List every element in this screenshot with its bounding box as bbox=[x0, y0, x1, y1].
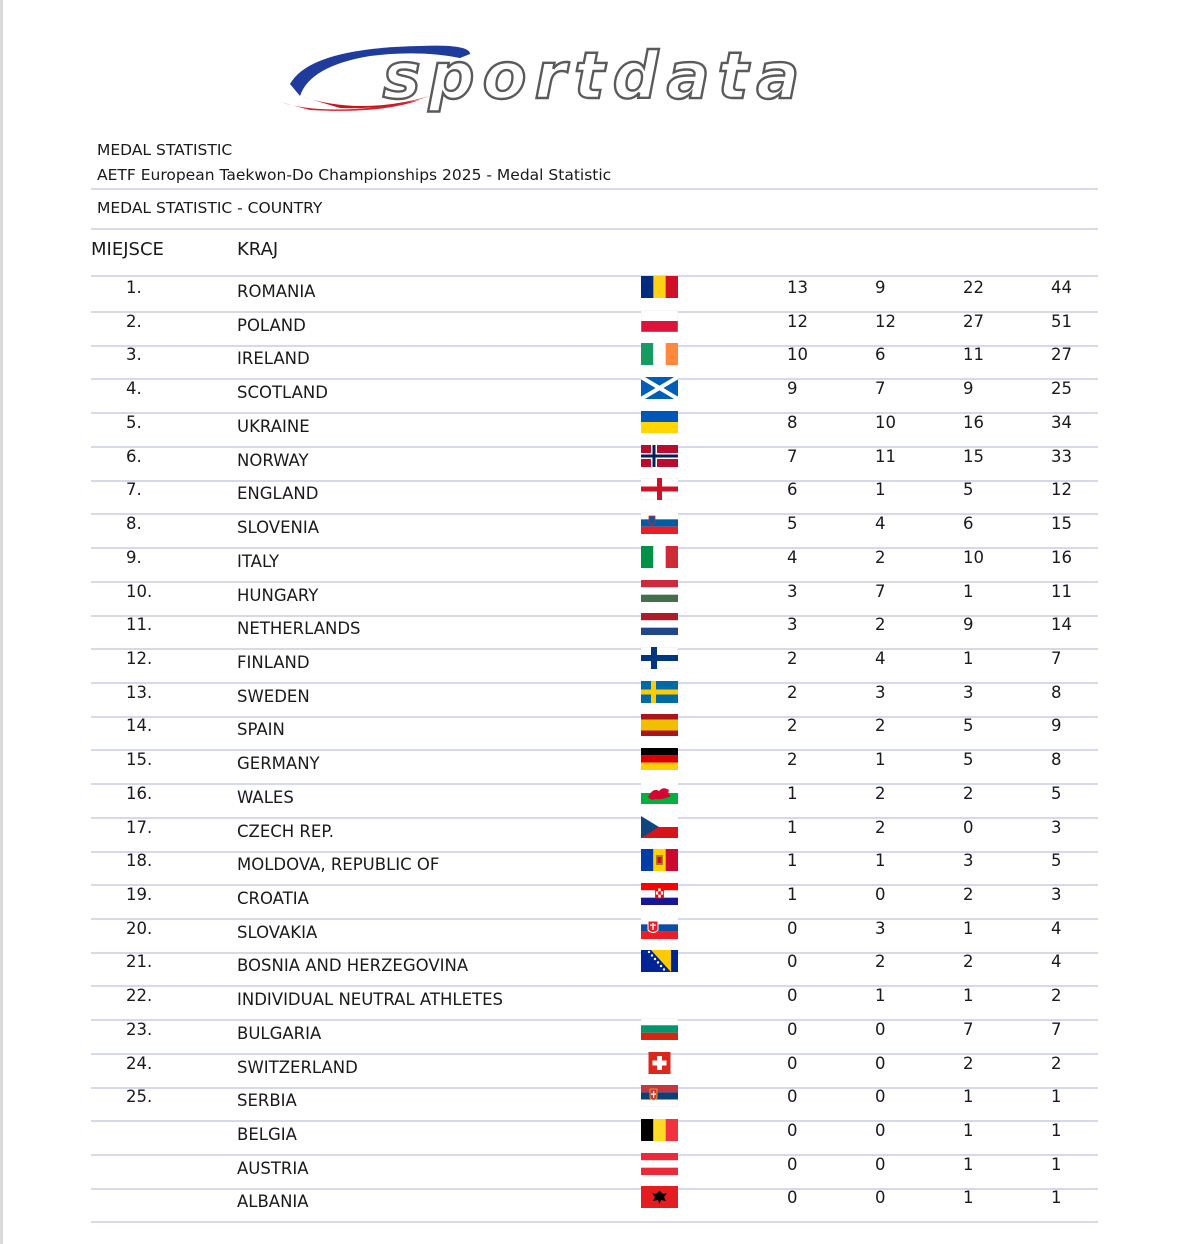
table-row bbox=[91, 513, 1098, 549]
total-count-cell: 7 bbox=[1051, 648, 1062, 668]
country-cell: ROMANIA bbox=[237, 282, 316, 301]
total-count-cell: 34 bbox=[1051, 412, 1072, 432]
country-cell: CZECH REP. bbox=[237, 821, 334, 841]
total-count-cell: 5 bbox=[1051, 783, 1062, 803]
poland-flag-icon bbox=[641, 310, 678, 332]
silver-count-cell: 0 bbox=[875, 1053, 886, 1073]
bronze-count-cell: 1 bbox=[963, 581, 974, 601]
table-row bbox=[91, 648, 1098, 684]
table-row bbox=[91, 479, 1098, 515]
table-row bbox=[91, 581, 1098, 617]
silver-count-cell: 9 bbox=[875, 278, 886, 297]
gold-count-cell: 5 bbox=[787, 514, 798, 533]
bronze-count-cell: 9 bbox=[963, 379, 974, 399]
bronze-count-cell: 1 bbox=[963, 986, 974, 1006]
page-edge bbox=[0, 0, 3, 1244]
gold-count-cell: 0 bbox=[787, 1087, 798, 1107]
bronze-count-cell: 1 bbox=[963, 1121, 974, 1140]
total-count-cell: 2 bbox=[1051, 986, 1062, 1006]
bronze-count-cell: 22 bbox=[963, 278, 984, 297]
gold-count-cell: 12 bbox=[787, 311, 808, 331]
table-row bbox=[91, 715, 1098, 751]
silver-count-cell: 4 bbox=[875, 648, 886, 668]
country-cell: SERBIA bbox=[237, 1091, 297, 1111]
gold-count-cell: 0 bbox=[787, 952, 798, 972]
gold-count-cell: 3 bbox=[787, 615, 798, 635]
gold-count-cell: 0 bbox=[787, 1121, 798, 1140]
hungary-flag-icon bbox=[641, 580, 678, 602]
rank-cell: 13. bbox=[126, 682, 153, 702]
gold-count-cell: 0 bbox=[787, 1188, 798, 1208]
total-count-cell: 5 bbox=[1051, 851, 1062, 871]
column-header-rank: MIEJSCE bbox=[91, 239, 164, 260]
country-cell: INDIVIDUAL NEUTRAL ATHLETES bbox=[237, 990, 503, 1010]
table-row bbox=[91, 985, 1098, 1021]
silver-count-cell: 4 bbox=[875, 514, 886, 533]
total-count-cell: 7 bbox=[1051, 1019, 1062, 1039]
silver-count-cell: 2 bbox=[875, 783, 886, 803]
bronze-count-cell: 15 bbox=[963, 446, 984, 466]
gold-count-cell: 10 bbox=[787, 345, 808, 365]
gold-count-cell: 7 bbox=[787, 446, 798, 466]
rank-cell: 15. bbox=[126, 750, 153, 770]
bronze-count-cell: 2 bbox=[963, 1053, 974, 1073]
gold-count-cell: 4 bbox=[787, 547, 798, 567]
total-count-cell: 51 bbox=[1051, 311, 1072, 331]
gold-count-cell: 0 bbox=[787, 1053, 798, 1073]
country-cell: MOLDOVA, REPUBLIC OF bbox=[237, 855, 440, 875]
rank-cell: 24. bbox=[126, 1053, 153, 1073]
country-cell: NETHERLANDS bbox=[237, 619, 361, 639]
gold-count-cell: 1 bbox=[787, 851, 798, 871]
country-cell: NORWAY bbox=[237, 450, 309, 470]
bronze-count-cell: 5 bbox=[963, 480, 974, 500]
czech-flag-icon bbox=[641, 816, 678, 838]
total-count-cell: 1 bbox=[1051, 1121, 1062, 1140]
country-cell: ALBANIA bbox=[237, 1192, 309, 1212]
country-cell: SLOVENIA bbox=[237, 518, 319, 537]
gold-count-cell: 2 bbox=[787, 682, 798, 702]
country-cell: SLOVAKIA bbox=[237, 922, 318, 942]
table-row bbox=[91, 277, 1098, 313]
silver-count-cell: 1 bbox=[875, 986, 886, 1006]
bronze-count-cell: 2 bbox=[963, 783, 974, 803]
slovenia-flag-icon bbox=[641, 512, 678, 534]
switzerland-flag-icon bbox=[641, 1052, 678, 1074]
rank-cell: 4. bbox=[126, 379, 142, 399]
rank-cell: 9. bbox=[126, 547, 142, 567]
table-row bbox=[91, 1019, 1098, 1055]
bulgaria-flag-icon bbox=[641, 1018, 678, 1040]
bronze-count-cell: 11 bbox=[963, 345, 984, 365]
rank-cell: 14. bbox=[126, 716, 153, 736]
sweden-flag-icon bbox=[641, 681, 678, 703]
gold-count-cell: 6 bbox=[787, 480, 798, 500]
rank-cell: 21. bbox=[126, 952, 153, 972]
country-cell: ITALY bbox=[237, 551, 280, 571]
silver-count-cell: 6 bbox=[875, 345, 886, 365]
bronze-count-cell: 2 bbox=[963, 952, 974, 972]
rank-cell: 18. bbox=[126, 851, 153, 871]
country-cell: UKRAINE bbox=[237, 416, 310, 436]
scotland-flag-icon bbox=[641, 377, 678, 399]
country-cell: SCOTLAND bbox=[237, 383, 328, 403]
serbia-flag-icon bbox=[641, 1085, 678, 1107]
england-flag-icon bbox=[641, 478, 678, 500]
rank-cell: 3. bbox=[126, 345, 142, 365]
bronze-count-cell: 3 bbox=[963, 682, 974, 702]
table-row bbox=[91, 918, 1098, 954]
table-row bbox=[91, 1154, 1098, 1190]
gold-count-cell: 9 bbox=[787, 379, 798, 399]
silver-count-cell: 2 bbox=[875, 615, 886, 635]
total-count-cell: 44 bbox=[1051, 278, 1072, 297]
document-title: MEDAL STATISTIC bbox=[97, 141, 233, 159]
total-count-cell: 1 bbox=[1051, 1087, 1062, 1107]
total-count-cell: 3 bbox=[1051, 885, 1062, 904]
gold-count-cell: 2 bbox=[787, 648, 798, 668]
rank-cell: 1. bbox=[126, 278, 142, 297]
silver-count-cell: 1 bbox=[875, 851, 886, 871]
table-row bbox=[91, 1053, 1098, 1089]
table-row bbox=[91, 311, 1098, 347]
gold-count-cell: 2 bbox=[787, 716, 798, 736]
sportdata-logo bbox=[270, 40, 920, 116]
table-row bbox=[91, 783, 1098, 819]
total-count-cell: 8 bbox=[1051, 682, 1062, 702]
country-cell: GERMANY bbox=[237, 754, 320, 774]
divider bbox=[91, 188, 1098, 190]
table-row bbox=[91, 1120, 1098, 1156]
country-cell: AUSTRIA bbox=[237, 1158, 309, 1178]
country-cell: BELGIA bbox=[237, 1125, 297, 1144]
gold-count-cell: 0 bbox=[787, 1154, 798, 1174]
silver-count-cell: 12 bbox=[875, 311, 896, 331]
silver-count-cell: 0 bbox=[875, 1019, 886, 1039]
divider bbox=[91, 228, 1098, 230]
total-count-cell: 16 bbox=[1051, 547, 1072, 567]
total-count-cell: 1 bbox=[1051, 1154, 1062, 1174]
table-row bbox=[91, 378, 1098, 414]
silver-count-cell: 2 bbox=[875, 952, 886, 972]
silver-count-cell: 1 bbox=[875, 480, 886, 500]
rank-cell: 7. bbox=[126, 480, 142, 500]
gold-count-cell: 1 bbox=[787, 885, 798, 904]
country-cell: SWEDEN bbox=[237, 686, 310, 706]
table-row bbox=[91, 850, 1098, 886]
table-row bbox=[91, 884, 1098, 920]
bronze-count-cell: 1 bbox=[963, 1087, 974, 1107]
bronze-count-cell: 2 bbox=[963, 885, 974, 904]
country-cell: BULGARIA bbox=[237, 1023, 322, 1043]
country-cell: SPAIN bbox=[237, 720, 285, 740]
rank-cell: 6. bbox=[126, 446, 142, 466]
total-count-cell: 4 bbox=[1051, 952, 1062, 972]
rank-cell: 19. bbox=[126, 885, 153, 904]
total-count-cell: 3 bbox=[1051, 817, 1062, 837]
spain-flag-icon bbox=[641, 714, 678, 736]
rank-cell: 12. bbox=[126, 648, 153, 668]
rank-cell: 25. bbox=[126, 1087, 153, 1107]
gold-count-cell: 3 bbox=[787, 581, 798, 601]
gold-count-cell: 2 bbox=[787, 750, 798, 770]
rank-cell: 16. bbox=[126, 783, 153, 803]
country-cell: CROATIA bbox=[237, 889, 309, 908]
total-count-cell: 15 bbox=[1051, 514, 1072, 533]
silver-count-cell: 3 bbox=[875, 918, 886, 938]
table-row bbox=[91, 547, 1098, 583]
bronze-count-cell: 5 bbox=[963, 750, 974, 770]
austria-flag-icon bbox=[641, 1153, 678, 1175]
bronze-count-cell: 1 bbox=[963, 1154, 974, 1174]
silver-count-cell: 0 bbox=[875, 1154, 886, 1174]
moldova-flag-icon bbox=[641, 849, 678, 871]
table-row bbox=[91, 614, 1098, 650]
rank-cell: 8. bbox=[126, 514, 142, 533]
croatia-flag-icon bbox=[641, 883, 678, 905]
total-count-cell: 2 bbox=[1051, 1053, 1062, 1073]
logo-text: sportdata bbox=[382, 40, 808, 114]
rank-cell: 23. bbox=[126, 1019, 153, 1039]
country-cell: POLAND bbox=[237, 315, 306, 335]
silver-count-cell: 1 bbox=[875, 750, 886, 770]
silver-count-cell: 0 bbox=[875, 885, 886, 904]
country-cell: HUNGARY bbox=[237, 585, 319, 605]
country-cell: FINLAND bbox=[237, 652, 310, 672]
rank-cell: 22. bbox=[126, 986, 153, 1006]
bronze-count-cell: 1 bbox=[963, 648, 974, 668]
table-row bbox=[91, 1086, 1098, 1122]
belgium-flag-icon bbox=[641, 1119, 678, 1141]
silver-count-cell: 2 bbox=[875, 817, 886, 837]
total-count-cell: 25 bbox=[1051, 379, 1072, 399]
total-count-cell: 27 bbox=[1051, 345, 1072, 365]
bronze-count-cell: 1 bbox=[963, 918, 974, 938]
rank-cell: 20. bbox=[126, 918, 153, 938]
table-row bbox=[91, 446, 1098, 482]
table-row bbox=[91, 344, 1098, 380]
rank-cell: 11. bbox=[126, 615, 153, 635]
silver-count-cell: 3 bbox=[875, 682, 886, 702]
bronze-count-cell: 6 bbox=[963, 514, 974, 533]
bronze-count-cell: 16 bbox=[963, 412, 984, 432]
table-row bbox=[91, 682, 1098, 718]
albania-flag-icon bbox=[641, 1186, 678, 1208]
ukraine-flag-icon bbox=[641, 411, 678, 433]
gold-count-cell: 0 bbox=[787, 1019, 798, 1039]
silver-count-cell: 0 bbox=[875, 1121, 886, 1140]
silver-count-cell: 2 bbox=[875, 716, 886, 736]
table-row bbox=[91, 412, 1098, 448]
table-row bbox=[91, 1187, 1098, 1223]
germany-flag-icon bbox=[641, 748, 678, 770]
country-cell: BOSNIA AND HERZEGOVINA bbox=[237, 956, 469, 976]
bronze-count-cell: 1 bbox=[963, 1188, 974, 1208]
bronze-count-cell: 10 bbox=[963, 547, 984, 567]
rank-cell: 2. bbox=[126, 311, 142, 331]
bronze-count-cell: 27 bbox=[963, 311, 984, 331]
table-row bbox=[91, 951, 1098, 987]
silver-count-cell: 11 bbox=[875, 446, 896, 466]
gold-count-cell: 1 bbox=[787, 783, 798, 803]
finland-flag-icon bbox=[641, 647, 678, 669]
silver-count-cell: 10 bbox=[875, 412, 896, 432]
bronze-count-cell: 0 bbox=[963, 817, 974, 837]
italy-flag-icon bbox=[641, 546, 678, 568]
silver-count-cell: 2 bbox=[875, 547, 886, 567]
bosnia-flag-icon bbox=[641, 950, 678, 972]
country-cell: SWITZERLAND bbox=[237, 1057, 358, 1077]
total-count-cell: 4 bbox=[1051, 918, 1062, 938]
country-cell: WALES bbox=[237, 787, 294, 807]
total-count-cell: 1 bbox=[1051, 1188, 1062, 1208]
total-count-cell: 8 bbox=[1051, 750, 1062, 770]
gold-count-cell: 8 bbox=[787, 412, 798, 432]
gold-count-cell: 0 bbox=[787, 918, 798, 938]
bronze-count-cell: 7 bbox=[963, 1019, 974, 1039]
silver-count-cell: 0 bbox=[875, 1188, 886, 1208]
bronze-count-cell: 9 bbox=[963, 615, 974, 635]
netherlands-flag-icon bbox=[641, 613, 678, 635]
slovakia-flag-icon bbox=[641, 917, 678, 939]
bronze-count-cell: 3 bbox=[963, 851, 974, 871]
ireland-flag-icon bbox=[641, 343, 678, 365]
gold-count-cell: 13 bbox=[787, 278, 808, 297]
document-subtitle: AETF European Taekwon-Do Championships 2025 - Medal Statistic bbox=[97, 166, 612, 184]
gold-count-cell: 1 bbox=[787, 817, 798, 837]
total-count-cell: 12 bbox=[1051, 480, 1072, 500]
silver-count-cell: 7 bbox=[875, 379, 886, 399]
total-count-cell: 14 bbox=[1051, 615, 1072, 635]
table-row bbox=[91, 817, 1098, 853]
country-cell: ENGLAND bbox=[237, 484, 319, 504]
total-count-cell: 33 bbox=[1051, 446, 1072, 466]
silver-count-cell: 7 bbox=[875, 581, 886, 601]
total-count-cell: 9 bbox=[1051, 716, 1062, 736]
section-title: MEDAL STATISTIC - COUNTRY bbox=[97, 199, 323, 217]
total-count-cell: 11 bbox=[1051, 581, 1072, 601]
bronze-count-cell: 5 bbox=[963, 716, 974, 736]
norway-flag-icon bbox=[641, 445, 678, 467]
rank-cell: 5. bbox=[126, 412, 142, 432]
country-cell: IRELAND bbox=[237, 349, 310, 369]
gold-count-cell: 0 bbox=[787, 986, 798, 1006]
rank-cell: 10. bbox=[126, 581, 153, 601]
romania-flag-icon bbox=[641, 276, 678, 298]
silver-count-cell: 0 bbox=[875, 1087, 886, 1107]
column-header-country: KRAJ bbox=[237, 239, 279, 260]
wales-flag-icon bbox=[641, 782, 678, 804]
table-row bbox=[91, 749, 1098, 785]
rank-cell: 17. bbox=[126, 817, 153, 837]
